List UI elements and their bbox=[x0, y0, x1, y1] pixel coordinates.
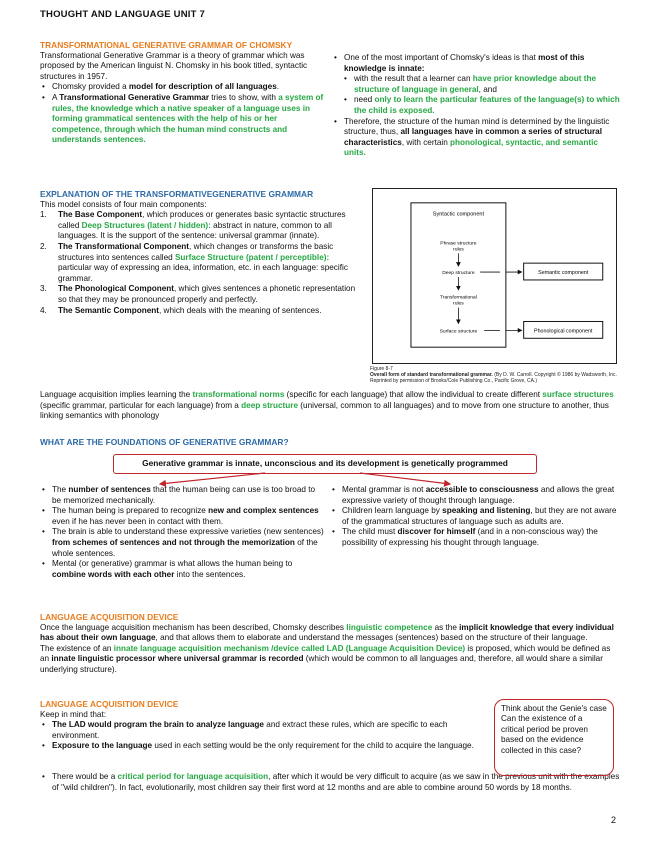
lad-heading-1: LANGUAGE ACQUISITION DEVICE bbox=[40, 612, 179, 622]
generative-grammar-box: Generative grammar is innate, unconscious and its development is genetically programmed bbox=[113, 454, 537, 474]
transformational-grammar-diagram bbox=[372, 188, 617, 364]
foundation-item: • Mental grammar is not accessible to consciousness and allows the great expressive variety of thought through language. bbox=[330, 485, 620, 506]
lad-bullet: • Exposure to the language used in each setting would be the only requirement for the child to acquire the language. bbox=[40, 741, 488, 752]
foundation-item: • The child must discover for himself (and in a non-conscious way) the possibility of expressing his thought through language. bbox=[330, 527, 620, 548]
foundations-heading: WHAT ARE THE FOUNDATIONS OF GENERATIVE GRAMMAR? bbox=[40, 437, 289, 447]
figure-caption: Figure 8-7 Overall form of standard transformational grammar. (By D. W. Carroll. Copyright © 1986 by Wadsworth, Inc. Reprinted by permission of Brooks/Cole Publishing Co., Pacific Grove, CA.) bbox=[370, 366, 620, 385]
idea-subbullet-1: • with the result that a learner can have prior knowledge about the structure of language in general, and bbox=[332, 74, 622, 95]
figure-label: Figure 8-7 bbox=[370, 366, 393, 372]
deep-structure-label: Deep structure bbox=[442, 271, 475, 277]
foundation-item: • The brain is able to understand these expressive varieties (new sentences) from schemes of sentences and not through the memorization of the whole sentences. bbox=[40, 527, 325, 559]
lad-paragraph-1: Once the language acquisition mechanism has been described, Chomsky describes linguistic competence as the implicit knowledge that every individual has about their own language, and that allows them to elaborate and understand the messages (sentences) based on the structure of their language. bbox=[40, 622, 614, 643]
component-item: 4. The Semantic Component, which deals with the meaning of sentences. bbox=[40, 305, 322, 315]
tgg-section bbox=[40, 40, 328, 146]
foundation-item: • Mental (or generative) grammar is what allows the human being to combine words with each other into the sentences. bbox=[40, 559, 325, 580]
phrase-structure-label-2: rules bbox=[453, 247, 464, 253]
idea-subbullet-2: • need only to learn the particular features of the language(s) to which the child is exposed. bbox=[332, 95, 622, 116]
explanation-intro: This model consists of four main components: bbox=[40, 199, 207, 209]
foundations-left bbox=[40, 485, 325, 580]
explanation-heading: EXPLANATION OF THE TRANSFORMATIVEGENERATIVE GRAMMAR bbox=[40, 189, 314, 199]
tgg-intro: Transformational Generative Grammar is a theory of grammar which was proposed by the American linguist N. Chomsky in his book titled, syntactic structures in 1957. bbox=[40, 50, 308, 81]
page-title: THOUGHT AND LANGUAGE UNIT 7 bbox=[40, 9, 205, 20]
semantic-component-label: Semantic component bbox=[538, 270, 589, 277]
page-number: 2 bbox=[611, 815, 617, 825]
transformational-rules-label-2: rules bbox=[453, 301, 464, 307]
component-item: 2. The Transformational Component, which changes or transforms the basic structures into sentences called Surface Structure (patent / perceptible): particular way of expressing an idea, information, etc. in each language: specific grammar. bbox=[40, 241, 348, 283]
arrow-left bbox=[160, 473, 265, 484]
think-about-box: Think about the Genie's case Can the existence of a critical period be proven based on the evidence collected in this case? bbox=[494, 699, 614, 776]
foundation-item: • Children learn language by speaking and listening, but they are not aware of the grammatical structures of language such as adults are. bbox=[330, 506, 620, 527]
tgg-bullet-1: • Chomsky provided a model for description of all languages. bbox=[40, 82, 328, 93]
foundation-item: • The human being is prepared to recognize new and complex sentences even if he has never been in contact with them. bbox=[40, 506, 325, 527]
lad-bullet: • The LAD would program the brain to analyze language and extract these rules, which are specific to each environment. bbox=[40, 720, 488, 741]
component-item: 1. The Base Component, which produces or generates basic syntactic structures called Deep Structures (latent / hidden): abstract in nature, common to all languages. It is the support of the sentence: universal grammar (innate). bbox=[40, 210, 346, 241]
chomsky-idea-section bbox=[332, 53, 622, 159]
tgg-bullet-2: • A Transformational Generative Grammar tries to show, with a system of rules, the knowledge which a native speaker of a language uses in forming grammatical sentences with the help of his or her competence, through which the human mind constructs and understands sentences. bbox=[40, 93, 328, 146]
component-item: 3. The Phonological Component, which gives sentences a phonetic representation so that they may be pronounced properly and perfectly. bbox=[40, 284, 356, 304]
lad-section-1 bbox=[40, 612, 620, 676]
syntactic-component-label: Syntactic component bbox=[432, 211, 485, 218]
lad-keep-in-mind: Keep in mind that: bbox=[40, 709, 106, 719]
tgg-heading: TRANSFORMATIONAL GENERATIVE GRAMMAR OF CHOMSKY bbox=[40, 40, 293, 50]
acquisition-paragraph: Language acquisition implies learning the transformational norms (specific for each language) that allow the individual to create different surface structures (specific grammar, particular for each language) from a deep structure (universal, common to all languages) and to move from one structure to another, thus linking semantics with phonology bbox=[40, 390, 614, 421]
foundation-item: • The number of sentences that the human being can use is too broad to be memorized mechanically. bbox=[40, 485, 325, 506]
lad-heading-2: LANGUAGE ACQUISITION DEVICE bbox=[40, 699, 179, 709]
lad-section-2 bbox=[40, 699, 488, 752]
lad-paragraph-2: The existence of an innate language acquisition mechanism /device called LAD (Language Acquisition Device) is proposed, which would be defined as an innate linguistic processor where universal grammar is recorded (which would be common to all languages and, therefore, all would share a similar underlying structure). bbox=[40, 643, 611, 674]
foundations-right bbox=[330, 485, 620, 549]
surface-structure-label: Surface structure bbox=[439, 329, 478, 335]
explanation-section bbox=[40, 189, 365, 316]
phonological-component-label: Phonological component bbox=[534, 328, 593, 335]
arrow-right bbox=[360, 473, 450, 484]
transformational-rules-label: Transformational bbox=[439, 295, 477, 301]
phrase-structure-label: Phrase structure bbox=[440, 241, 477, 247]
idea-bullet-2: • Therefore, the structure of the human mind is determined by the linguistic structure, thus, all languages have in common a series of structural characteristics, with certain phonological, syntactic, and semantic units. bbox=[332, 117, 622, 159]
components-list bbox=[40, 210, 365, 316]
idea-bullet-1: • One of the most important of Chomsky's ideas is that most of this knowledge is innate: • with the result that a learner can have prior knowledge about the structure of language in general, and • need only to learn the particular features of the language(s) to which the child is exposed. bbox=[332, 53, 622, 117]
lad-bullet: • There would be a critical period for language acquisition, after which it would be very difficult to acquire (as we saw in the previous unit with the examples of "wild children"). In fact, evolutionarily, most children say their first word at 12 months and are able to combine around 50 words by 18 months. bbox=[40, 772, 620, 793]
